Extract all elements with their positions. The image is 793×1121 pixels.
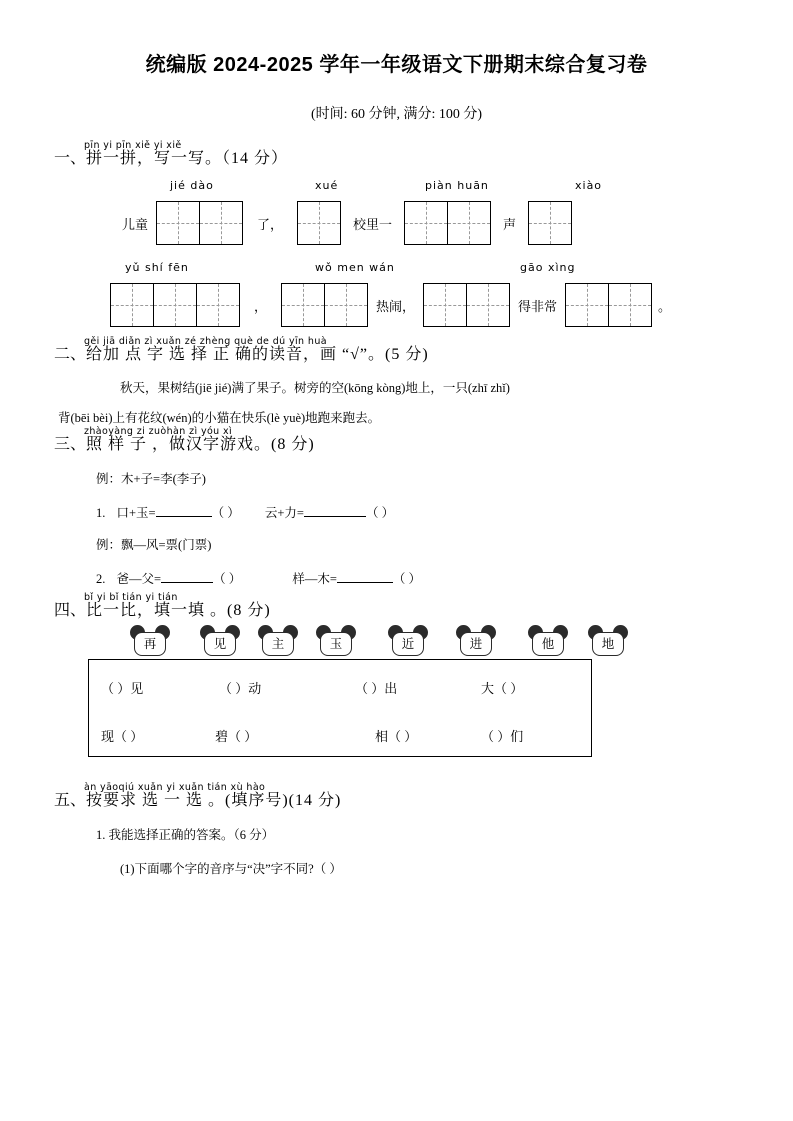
bear-char: 见	[204, 632, 236, 656]
q3-example-1: 例：木+子=李(李子)	[96, 472, 206, 486]
page-subtitle: (时间: 60 分钟, 满分: 100 分)	[310, 107, 483, 122]
q3-header	[54, 426, 793, 455]
question-1	[0, 140, 793, 169]
bear-label	[200, 625, 240, 657]
q1-r2-grid-3[interactable]	[423, 283, 510, 327]
tianzige-cell[interactable]	[447, 201, 491, 245]
q5-sub-1-1[interactable]: (1)下面哪个字的音序与“决”字不同?（ ）	[120, 862, 342, 876]
q2-number: 二、	[54, 346, 87, 363]
q3-item-1	[96, 503, 793, 521]
q4-cell[interactable]: （ ）动	[219, 681, 262, 696]
q4-cell[interactable]: 现（ ）	[101, 729, 144, 744]
q1-r1-py-4: xiào	[575, 179, 603, 192]
bear-label	[528, 625, 568, 657]
tianzige-cell[interactable]	[466, 283, 510, 327]
tianzige-cell[interactable]	[565, 283, 609, 327]
q3-item1-number: 1.	[96, 506, 106, 520]
q1-body	[0, 179, 793, 343]
q3-item2-a-blank[interactable]	[161, 570, 213, 584]
tianzige-cell[interactable]	[404, 201, 448, 245]
bear-label	[258, 625, 298, 657]
q4-body	[0, 625, 793, 757]
q1-r1-grid-2[interactable]	[297, 201, 341, 245]
q1-row1	[110, 201, 793, 261]
q1-r1-label-c: 校里一	[353, 216, 393, 232]
q2-text: 给加 点 字 选 择 正 确的读音，画 “√”。(5 分)	[86, 346, 429, 363]
question-4	[0, 592, 793, 621]
q5-number: 五、	[54, 792, 87, 809]
q3-item1-a-label: 口+玉=	[116, 506, 156, 520]
q4-number: 四、	[54, 602, 87, 619]
bear-label	[316, 625, 356, 657]
tianzige-cell[interactable]	[281, 283, 325, 327]
q3-item1-a-tail[interactable]: （ ）	[211, 506, 240, 520]
q4-cell[interactable]: （ ）出	[355, 681, 398, 696]
bear-char: 近	[392, 632, 424, 656]
question-5	[0, 782, 793, 811]
q1-header	[54, 140, 793, 169]
q3-item2-number: 2.	[96, 572, 106, 586]
q1-r1-grid-1[interactable]	[156, 201, 243, 245]
tianzige-cell[interactable]	[528, 201, 572, 245]
question-3	[0, 426, 793, 455]
q4-bear-row	[88, 625, 793, 659]
q4-text: 比一比，填一填 。(8 分)	[86, 602, 271, 619]
q1-row1-pinyin	[110, 179, 793, 201]
bear-label	[388, 625, 428, 657]
tianzige-cell[interactable]	[196, 283, 240, 327]
q1-r2-py-3: gāo xìng	[520, 261, 576, 274]
q1-r2-label-c: 得非常	[518, 298, 558, 314]
page-title: 统编版 2024-2025 学年一年级语文下册期末综合复习卷	[145, 54, 648, 76]
tianzige-cell[interactable]	[153, 283, 197, 327]
q1-r2-py-2: wǒ men wán	[315, 261, 395, 274]
bear-label	[456, 625, 496, 657]
bear-char: 地	[592, 632, 624, 656]
q3-item2-b-blank[interactable]	[337, 570, 393, 584]
q4-cell[interactable]: （ ）见	[101, 681, 144, 696]
q1-r2-label-d: 。	[658, 298, 672, 314]
q4-cell[interactable]: （ ）们	[481, 729, 524, 744]
q1-r1-grid-4[interactable]	[528, 201, 572, 245]
q3-number: 三、	[54, 436, 87, 453]
q1-r1-py-1: jié dào	[170, 179, 214, 192]
q4-answer-box	[88, 659, 592, 757]
q1-r2-grid-2[interactable]	[281, 283, 368, 327]
q1-number: 一、	[54, 150, 87, 167]
tianzige-cell[interactable]	[423, 283, 467, 327]
q1-r1-label-d: 声	[503, 216, 517, 232]
bear-label	[130, 625, 170, 657]
q3-item1-a-blank[interactable]	[156, 504, 212, 518]
q1-r2-label-b: 热闹，	[376, 298, 416, 314]
q3-pinyin: zhàoyàng zi zuòhàn zì yóu xì	[84, 426, 233, 437]
question-2	[0, 336, 793, 365]
q2-pinyin: gěi jiā diǎn zì xuǎn zé zhèng què de dú yīn huà	[84, 336, 327, 347]
q2-line-1[interactable]: 秋天，果树结(jiē jié)满了果子。树旁的空(kōng kòng)地上，一只(zhī zhǐ)	[120, 381, 510, 395]
q1-r2-py-1: yǔ shí fēn	[125, 261, 189, 274]
q3-item1-b-label: 云+力=	[264, 506, 304, 520]
q3-item2-b-label: 样—木=	[292, 572, 337, 586]
tianzige-cell[interactable]	[608, 283, 652, 327]
q1-r1-label-b: 了，	[257, 216, 284, 232]
q1-r1-py-3: piàn huān	[425, 179, 489, 192]
q1-r2-grid-1[interactable]	[110, 283, 240, 327]
q3-item1-b-tail[interactable]: （ ）	[365, 506, 395, 520]
q5-sub-1: 1. 我能选择正确的答案。（6 分）	[96, 828, 275, 842]
q2-header	[54, 336, 793, 365]
tianzige-cell[interactable]	[324, 283, 368, 327]
q3-body	[0, 469, 793, 587]
q4-cell[interactable]: 相（ ）	[375, 729, 418, 744]
tianzige-cell[interactable]	[297, 201, 341, 245]
q1-r2-label-a: ，	[254, 298, 268, 314]
q3-example-2: 例：飘—风=票(门票)	[96, 538, 212, 552]
q1-r1-label-a: 儿童	[122, 216, 149, 232]
bear-char: 主	[262, 632, 294, 656]
tianzige-cell[interactable]	[110, 283, 154, 327]
q1-r1-py-2: xué	[315, 179, 339, 192]
bear-char: 他	[532, 632, 564, 656]
q4-cell[interactable]: 碧（ ）	[215, 729, 258, 744]
q5-body	[0, 825, 793, 877]
q3-item2-b-tail[interactable]: （ ）	[392, 572, 422, 586]
q5-pinyin: àn yāoqiú xuǎn yi xuǎn tián xù hào	[84, 782, 266, 793]
q5-header	[54, 782, 793, 811]
q5-text: 按要求 选 一 选 。(填序号)(14 分)	[86, 792, 342, 809]
q1-row2-pinyin	[110, 261, 793, 283]
tianzige-cell[interactable]	[199, 201, 243, 245]
q3-text: 照 样 子 ，做汉字游戏。(8 分)	[86, 436, 315, 453]
bear-char: 玉	[320, 632, 352, 656]
q2-line-2[interactable]: 背(bēi bèi)上有花纹(wén)的小猫在快乐(lè yuè)地跑来跑去。	[58, 411, 381, 425]
bear-label	[588, 625, 628, 657]
q4-pinyin: bǐ yi bǐ tián yi tián	[84, 592, 178, 603]
q4-header	[54, 592, 793, 621]
q1-text: 拼一拼，写一写。（14 分）	[86, 150, 289, 167]
tianzige-cell[interactable]	[156, 201, 200, 245]
q1-r1-grid-3[interactable]	[404, 201, 491, 245]
q3-item-2	[96, 569, 793, 587]
q4-cell[interactable]: 大（ ）	[481, 681, 524, 696]
q1-r2-grid-4[interactable]	[565, 283, 652, 327]
bear-char: 进	[460, 632, 492, 656]
q3-item2-a-label: 爸—父=	[116, 572, 162, 586]
q3-item1-b-blank[interactable]	[304, 504, 366, 518]
q3-item2-a-tail[interactable]: （ ）	[213, 572, 242, 586]
q1-pinyin: pīn yi pīn xiě yi xiě	[84, 140, 182, 151]
bear-char: 再	[134, 632, 166, 656]
